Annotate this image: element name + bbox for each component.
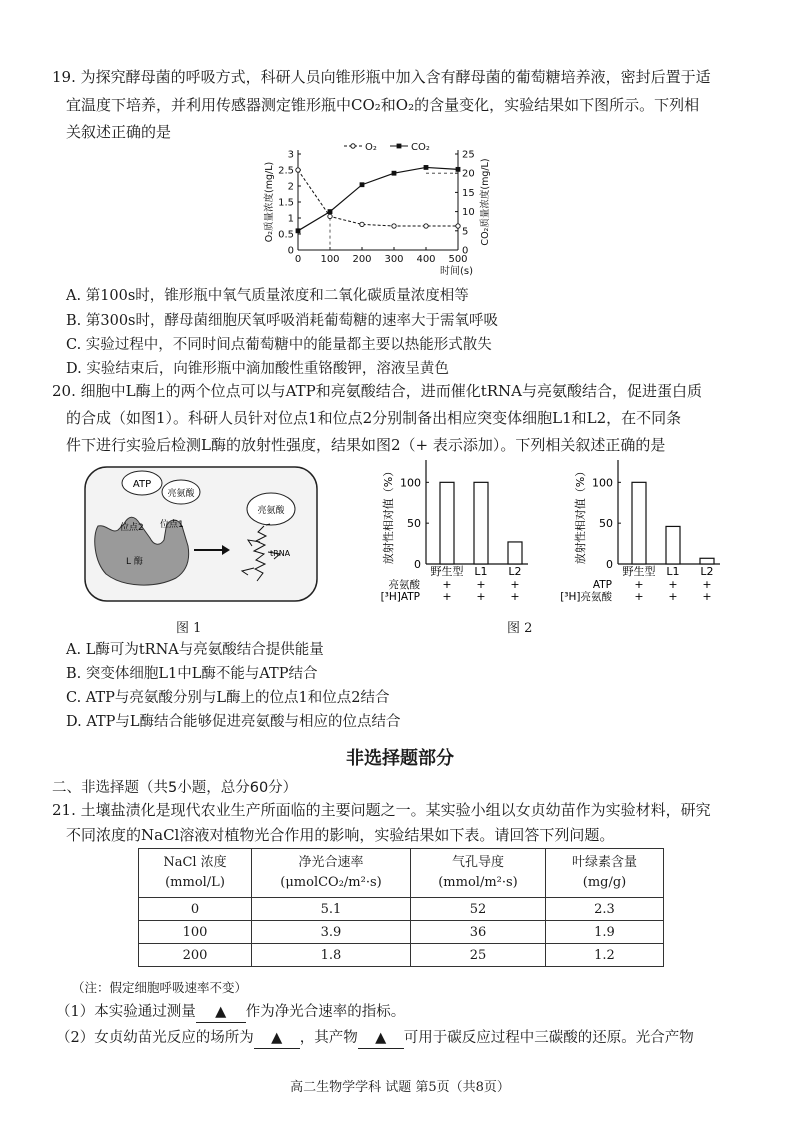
answer-blank[interactable]: ▲	[358, 1028, 404, 1049]
condition-label: [³H]ATP	[380, 591, 420, 603]
y-axis-title: 放射性相对值（%）	[382, 465, 395, 565]
table-header-row	[139, 849, 664, 898]
table-row	[139, 921, 664, 944]
series-o2-point	[392, 224, 396, 228]
legend-o2-marker	[351, 144, 355, 148]
y-tick-label-right: 20	[462, 168, 475, 180]
y-axis-right-title: CO₂质量浓度(mg/L)	[480, 158, 491, 246]
condition-mark: +	[476, 590, 486, 603]
series-co2-point	[328, 209, 333, 214]
category-label: 野生型	[622, 565, 656, 578]
condition-mark: +	[702, 590, 712, 603]
bar	[632, 482, 646, 564]
x-tick-label: 500	[448, 254, 468, 265]
header-stomatal-conductance: 气孔导度 (mmol/m²·s)	[411, 849, 546, 898]
category-label: L1	[474, 565, 488, 578]
x-tick-label: 0	[294, 254, 302, 265]
cell: 25	[411, 944, 546, 967]
figure2-bar-chart-1	[352, 452, 548, 608]
x-tick-label: 200	[352, 254, 372, 265]
condition-mark: +	[510, 590, 520, 603]
category-label: 野生型	[430, 565, 464, 578]
l-enzyme-label: L 酶	[126, 557, 143, 567]
y-tick-label-left: 2	[287, 181, 294, 193]
q21-stem-line1: 21. 土壤盐渍化是现代农业生产所面临的主要问题之一。某实验小组以女贞幼苗作为实验材料，研究	[52, 801, 711, 819]
leucine-bound-label: 亮氨酸	[257, 506, 285, 516]
y-tick-label-left: 1.5	[278, 197, 294, 209]
site2-label: 位点2	[120, 523, 144, 533]
series-co2-point	[360, 182, 365, 187]
figure1-caption: 图 1	[176, 621, 202, 636]
x-tick-label: 300	[384, 254, 404, 265]
figure2-bar-chart-2	[544, 452, 740, 608]
trna-label: tRNA	[270, 549, 291, 558]
section-heading: 二、非选择题（共5小题，总分60分）	[52, 780, 298, 796]
q19-option-a: A. 第100s时，锥形瓶中氧气质量浓度和二氧化碳质量浓度相等	[66, 288, 469, 304]
bar	[474, 482, 488, 564]
cell: 52	[411, 898, 546, 921]
bar	[508, 542, 522, 564]
condition-label: 亮氨酸	[388, 579, 420, 591]
series-o2-point	[328, 214, 332, 218]
x-axis-title: 时间(s)	[440, 266, 474, 277]
legend-co2-label: CO₂	[411, 142, 430, 153]
y-tick-label-right: 5	[462, 226, 469, 238]
answer-blank[interactable]: ▲	[196, 1002, 246, 1023]
q21-sub1: （1）本实验通过测量 ▲ 作为净光合速率的指标。	[56, 1002, 405, 1023]
category-label: L1	[666, 565, 680, 578]
y-tick-label: 0	[606, 558, 613, 571]
q19-option-b: B. 第300s时，酵母菌细胞厌氧呼吸消耗葡萄糖的速率大于需氧呼吸	[66, 313, 498, 329]
q20-stem-line3: 件下进行实验后检测L酶的放射性强度，结果如图2（+ 表示添加）。下列相关叙述正确的是	[66, 436, 666, 454]
q19-option-c: C. 实验过程中，不同时间点葡萄糖中的能量都主要以热能形式散失	[66, 337, 492, 353]
respiration-line-chart	[262, 140, 498, 278]
condition-mark: +	[634, 590, 644, 603]
y-tick-label: 0	[414, 558, 421, 571]
y-tick-label: 50	[599, 517, 613, 531]
bar	[666, 526, 680, 564]
y-tick-label: 50	[407, 517, 421, 531]
series-co2-line	[298, 167, 458, 230]
header-nacl: NaCl 浓度 (mmol/L)	[139, 849, 252, 898]
y-tick-label-left: 0	[287, 245, 294, 257]
cell: 200	[139, 944, 252, 967]
y-tick-label-left: 0.5	[278, 229, 294, 241]
cell: 1.9	[546, 921, 664, 944]
legend-co2-marker	[397, 144, 402, 149]
x-tick-label: 400	[416, 254, 436, 265]
table-row	[139, 944, 664, 967]
q19-stem-line1: 19. 为探究酵母菌的呼吸方式，科研人员向锥形瓶中加入含有酵母菌的葡萄糖培养液，密封后置于适	[52, 68, 711, 86]
q20-stem-line1: 20. 细胞中L酶上的两个位点可以与ATP和亮氨酸结合，进而催化tRNA与亮氨酸结合，促进蛋白质	[52, 382, 702, 400]
series-o2-point	[296, 168, 300, 172]
condition-mark: +	[668, 590, 678, 603]
q21-sub2: （2）女贞幼苗光反应的场所为 ▲ ，其产物 ▲ 可用于碳反应过程中三碳酸的还原。光合产物	[56, 1028, 694, 1049]
y-tick-label-right: 25	[462, 149, 475, 161]
cell: 1.8	[252, 944, 411, 967]
cell: 36	[411, 921, 546, 944]
y-tick-label-left: 3	[287, 149, 294, 161]
cell: 100	[139, 921, 252, 944]
condition-mark: +	[668, 578, 678, 591]
y-tick-label-left: 1	[287, 213, 294, 225]
series-o2-point	[360, 222, 364, 226]
y-tick-label-right: 15	[462, 187, 475, 199]
answer-blank[interactable]: ▲	[254, 1028, 300, 1049]
header-chlorophyll: 叶绿素含量 (mg/g)	[546, 849, 664, 898]
condition-mark: +	[442, 590, 452, 603]
cell: 3.9	[252, 921, 411, 944]
q20-stem-line2: 的合成（如图1）。科研人员针对位点1和位点2分别制备出相应突变体细胞L1和L2，在不同条	[66, 409, 682, 427]
q20-option-d: D. ATP与L酶结合能够促进亮氨酸与相应的位点结合	[66, 714, 401, 730]
condition-mark: +	[476, 578, 486, 591]
y-axis-left-title: O₂质量浓度(mg/L)	[264, 161, 275, 243]
cell: 1.2	[546, 944, 664, 967]
y-tick-label-right: 10	[462, 207, 475, 219]
series-o2-point	[424, 224, 428, 228]
condition-label: ATP	[592, 579, 612, 591]
figure1-enzyme-diagram	[84, 466, 318, 602]
condition-mark: +	[702, 578, 712, 591]
series-co2-point	[456, 167, 461, 172]
condition-mark: +	[634, 578, 644, 591]
header-net-photosynthesis: 净光合速率 (μmolCO₂/m²·s)	[252, 849, 411, 898]
q20-option-a: A. L酶可为tRNA与亮氨酸结合提供能量	[66, 642, 324, 658]
category-label: L2	[700, 565, 714, 578]
site1-label: 位点1	[160, 520, 184, 530]
q19-option-d: D. 实验结束后，向锥形瓶中滴加酸性重铬酸钾，溶液呈黄色	[66, 361, 449, 377]
condition-label: [³H]亮氨酸	[560, 591, 612, 603]
page-footer: 高二生物学学科 试题 第5页（共8页）	[290, 1080, 510, 1095]
q19-stem-line3: 关叙述正确的是	[66, 123, 172, 141]
q20-option-c: C. ATP与亮氨酸分别与L酶上的位点1和位点2结合	[66, 690, 390, 706]
cell: 5.1	[252, 898, 411, 921]
series-co2-point	[424, 165, 429, 170]
legend-o2-label: O₂	[365, 142, 377, 153]
series-co2-point	[296, 228, 301, 233]
q19-stem-line2: 宜温度下培养，并利用传感器测定锥形瓶中CO₂和O₂的含量变化，实验结果如下图所示。下列相	[66, 96, 700, 114]
y-tick-label-left: 2.5	[278, 165, 294, 177]
y-tick-label-right: 0	[462, 245, 469, 257]
q21-note: （注：假定细胞呼吸速率不变）	[72, 980, 248, 995]
table-row	[139, 898, 664, 921]
y-tick-label: 100	[592, 476, 613, 490]
figure2-caption: 图 2	[507, 621, 533, 636]
atp-label: ATP	[132, 479, 152, 490]
q21-stem-line2: 不同浓度的NaCl溶液对植物光合作用的影响，实验结果如下表。请回答下列问题。	[66, 826, 615, 844]
leucine-label: 亮氨酸	[167, 489, 195, 499]
series-co2-point	[392, 171, 397, 176]
y-tick-label: 100	[400, 476, 421, 490]
category-label: L2	[508, 565, 522, 578]
section-title: 非选择题部分	[346, 748, 454, 769]
x-tick-label: 100	[320, 254, 340, 265]
cell: 0	[139, 898, 252, 921]
condition-mark: +	[442, 578, 452, 591]
bar	[700, 558, 714, 564]
cell: 2.3	[546, 898, 664, 921]
q20-option-b: B. 突变体细胞L1中L酶不能与ATP结合	[66, 666, 318, 682]
bar	[440, 482, 454, 564]
condition-mark: +	[510, 578, 520, 591]
nacl-results-table	[138, 848, 664, 967]
series-o2-point	[456, 224, 460, 228]
y-axis-title: 放射性相对值（%）	[574, 465, 587, 565]
